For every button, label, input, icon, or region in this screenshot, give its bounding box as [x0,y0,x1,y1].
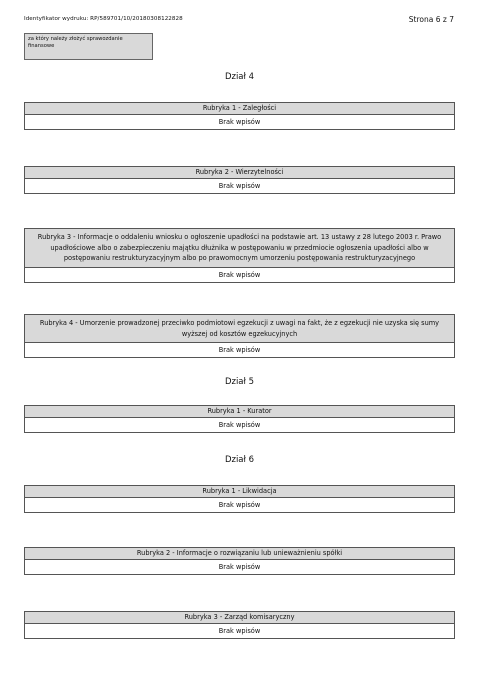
rubric-body: Brak wpisów [25,624,454,638]
rubric-dzial4-1 [24,102,455,130]
rubric-title: Rubryka 3 - Informacje o oddaleniu wniosku o ogłoszenie upadłości na podstawie art. 13 ustawy z 28 lutego 2003 r. Prawo upadłościowe albo o zabezpieczeniu majątku dłużnika w postępowaniu w przedmiocie ogłoszenia upadłości albo w postępowaniu restrukturyzacyjnym albo po prawomocnym umorzeniu postępowania restrukturyzacyjnego [25,229,454,268]
rubric-body: Brak wpisów [25,179,454,193]
page-number: Strona 6 z 7 [408,15,454,24]
section-title-dzial-6: Dział 6 [224,455,255,465]
rubric-dzial4-2 [24,166,455,194]
rubric-title: Rubryka 1 - Zaległości [25,103,454,115]
rubric-title: Rubryka 3 - Zarząd komisaryczny [25,612,454,624]
rubric-dzial5-1 [24,405,455,433]
rubric-body: Brak wpisów [25,498,454,512]
rubric-dzial4-3 [24,228,455,283]
rubric-title: Rubryka 1 - Likwidacja [25,486,454,498]
rubric-title: Rubryka 2 - Informacje o rozwiązaniu lub unieważnieniu spółki [25,548,454,560]
section-title-dzial-4: Dział 4 [224,72,255,82]
rubric-dzial6-3 [24,611,455,639]
rubric-dzial6-1 [24,485,455,513]
rubric-title: Rubryka 4 - Umorzenie prowadzonej przeciwko podmiotowi egzekucji z uwagi na fakt, że z egzekucji nie uzyska się sumy wyższej od kosztów egzekucyjnych [25,315,454,343]
section-title-dzial-5: Dział 5 [224,377,255,387]
print-identifier: Identyfikator wydruku: RP/589701/10/20180308122828 [24,16,183,22]
rubric-title: Rubryka 2 - Wierzytelności [25,167,454,179]
rubric-body: Brak wpisów [25,268,454,282]
rubric-body: Brak wpisów [25,115,454,129]
rubric-body: Brak wpisów [25,343,454,357]
rubric-body: Brak wpisów [25,560,454,574]
rubric-title: Rubryka 1 - Kurator [25,406,454,418]
rubric-body: Brak wpisów [25,418,454,432]
previous-page-continuation-cell: za który należy złożyć sprawozdanie finansowe [24,33,153,60]
rubric-dzial6-2 [24,547,455,575]
rubric-dzial4-4 [24,314,455,358]
